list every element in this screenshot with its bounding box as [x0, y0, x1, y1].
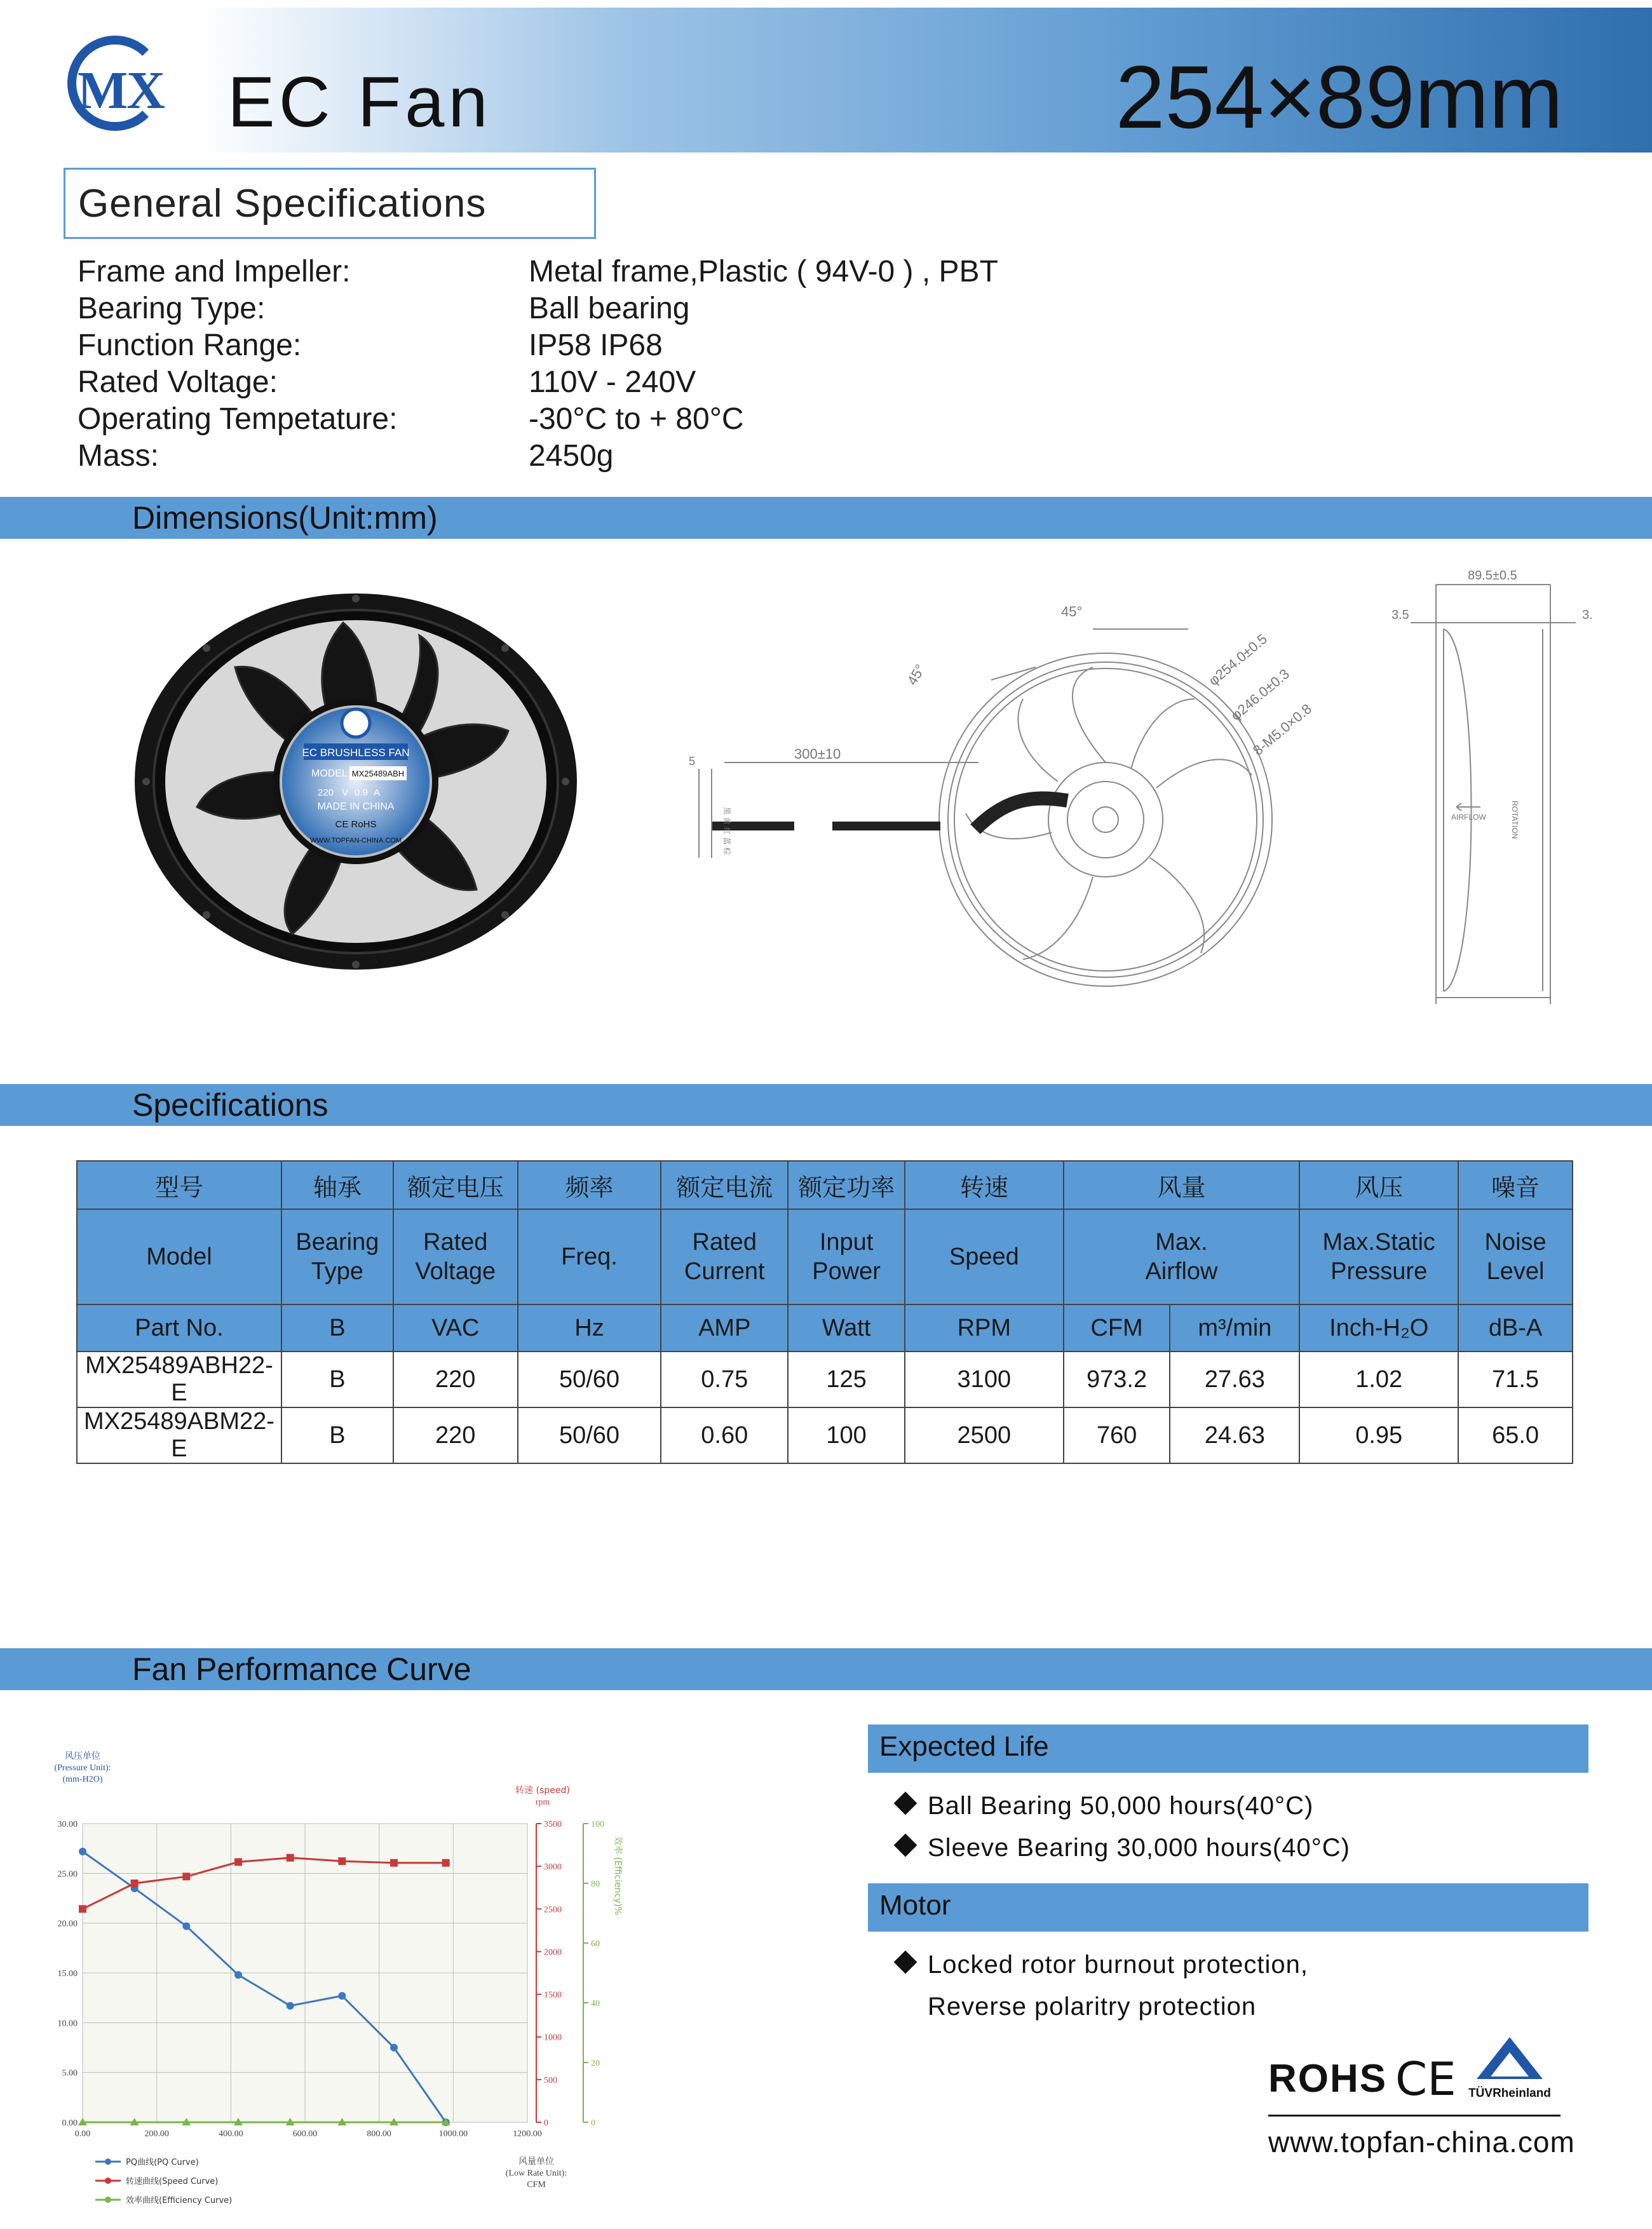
- product-title: EC Fan: [227, 62, 492, 142]
- diamond-bullet-icon: [894, 1951, 917, 1974]
- dimensions-bar: [0, 497, 1652, 539]
- front-view-drawing: [686, 591, 1315, 998]
- col-zh: 额定电压: [393, 1161, 518, 1209]
- life-item: Ball Bearing 50,000 hours(40°C): [897, 1792, 1313, 1820]
- unit-cell: Part No.: [77, 1304, 281, 1352]
- speed-tick-label: 3000: [544, 1862, 562, 1873]
- data-point: [234, 1858, 242, 1866]
- dim-35a: 3.5: [1391, 608, 1409, 622]
- left-axis-title-zh: 风压单位: [65, 1751, 100, 1761]
- website-link[interactable]: www.topfan-china.com: [1268, 2125, 1575, 2158]
- y-tick-label: 0.00: [62, 2118, 78, 2128]
- cell: 125: [788, 1352, 905, 1407]
- performance-title: Fan Performance Curve: [132, 1651, 471, 1687]
- col-zh: 额定功率: [788, 1161, 905, 1209]
- spec-label: Frame and Impeller:: [78, 255, 351, 288]
- unit-cell: CFM: [1064, 1304, 1170, 1352]
- table-row: [77, 1407, 1573, 1463]
- cell: 24.63: [1170, 1407, 1299, 1463]
- data-point: [338, 1857, 346, 1865]
- footer-divider: [1268, 2115, 1561, 2117]
- rohs-mark: ROHS: [1268, 2057, 1388, 2101]
- general-spec-title: General Specifications: [78, 182, 487, 226]
- data-point: [182, 1922, 190, 1930]
- left-axis-title-en: (Pressure Unit):: [54, 1763, 111, 1773]
- col-en: Input Power: [788, 1209, 905, 1304]
- y-tick-label: 5.00: [62, 2068, 78, 2078]
- col-en: Freq.: [518, 1209, 661, 1304]
- unit-cell: B: [281, 1304, 393, 1352]
- dim-dia246: φ246.0±0.3: [1228, 665, 1292, 724]
- rotation-label: ROTATION: [1510, 801, 1519, 839]
- efficiency-tick-label: 100: [591, 1820, 604, 1829]
- y-tick-label: 10.00: [57, 2019, 78, 2029]
- spec-row: [78, 291, 1094, 328]
- spec-label: Operating Tempetature:: [78, 402, 398, 436]
- x-tick-label: 0.00: [74, 2129, 91, 2139]
- spec-label: Rated Voltage:: [78, 365, 278, 399]
- x-axis-unit: CFM: [527, 2180, 546, 2190]
- legend-label: PQ曲线(PQ Curve): [126, 2158, 199, 2167]
- x-tick-label: 200.00: [144, 2129, 169, 2139]
- performance-chart: [44, 1741, 680, 2211]
- spec-row: [78, 365, 1094, 402]
- col-en: Max. Airflow: [1064, 1209, 1300, 1304]
- dimensions-title: Dimensions(Unit:mm): [132, 500, 438, 536]
- x-tick-label: 800.00: [367, 2129, 391, 2139]
- spec-value: -30°C to + 80°C: [529, 402, 744, 436]
- unit-cell: AMP: [661, 1304, 788, 1352]
- spec-row: [78, 254, 1094, 291]
- label-volt: 220: [318, 787, 334, 798]
- data-point: [79, 1905, 86, 1913]
- label-amp: 0.9: [355, 787, 368, 798]
- label-v: V: [342, 787, 349, 798]
- speed-tick-label: 2000: [544, 1948, 562, 1958]
- speed-tick-label: 3500: [544, 1820, 562, 1829]
- speed-tick-label: 1500: [544, 1990, 562, 2000]
- cell: 220: [393, 1352, 518, 1407]
- fan-photo: [133, 591, 578, 972]
- ce-mark: CE: [1395, 2052, 1456, 2106]
- specifications-title: Specifications: [132, 1087, 328, 1123]
- unit-cell: Watt: [788, 1304, 905, 1352]
- cell: 100: [788, 1407, 905, 1463]
- data-point: [287, 2002, 294, 2010]
- efficiency-tick-label: 0: [591, 2118, 595, 2128]
- unit-cell: Inch-H₂O: [1299, 1304, 1458, 1352]
- label-certs: CE RoHS: [335, 819, 377, 830]
- expected-life-title: Expected Life: [879, 1731, 1049, 1762]
- col-en: Noise Level: [1458, 1209, 1573, 1304]
- diamond-bullet-icon: [894, 1792, 917, 1815]
- dim-depth: 89.5±0.5: [1468, 569, 1517, 583]
- motor-title: Motor: [879, 1890, 951, 1921]
- chart-grid: [83, 1824, 588, 2122]
- tuv-text: TÜVRheinland: [1468, 2087, 1551, 2100]
- legend-label: 效率曲线(Efficiency Curve): [126, 2196, 233, 2205]
- certifications: [1268, 2033, 1573, 2106]
- data-point: [442, 1859, 450, 1867]
- spec-label: Mass:: [78, 439, 159, 473]
- table-row: [77, 1352, 1573, 1407]
- x-axis-title-zh: 风量单位: [518, 2157, 554, 2167]
- header-row-zh: [77, 1161, 1573, 1209]
- header-row-en: [77, 1209, 1573, 1304]
- motor-item-continuation: Reverse polaritry protection: [928, 1993, 1257, 2021]
- airflow-arrow-icon: [1456, 803, 1480, 811]
- specifications-bar: [0, 1084, 1652, 1126]
- spec-value: Metal frame,Plastic ( 94V-0 ) , PBT: [529, 255, 998, 288]
- data-point: [287, 1854, 294, 1862]
- speed-axis-unit: rpm: [535, 1798, 550, 1807]
- cell: 1.02: [1299, 1352, 1458, 1407]
- airflow-label: AIRFLOW: [1451, 813, 1486, 822]
- speed-tick-label: 1000: [544, 2033, 562, 2043]
- dim-5: 5: [689, 755, 696, 768]
- x-tick-label: 1200.00: [513, 2129, 542, 2139]
- data-point: [338, 1992, 346, 2000]
- efficiency-tick-label: 60: [591, 1939, 600, 1949]
- data-point: [390, 2044, 398, 2052]
- col-en: Model: [77, 1209, 281, 1304]
- diamond-bullet-icon: [894, 1834, 917, 1857]
- dim-cable: 300±10: [794, 746, 841, 762]
- cell: 973.2: [1064, 1352, 1170, 1407]
- data-point: [390, 1859, 398, 1867]
- dim-dia254: φ254.0±0.5: [1205, 630, 1270, 689]
- side-view-drawing: [1385, 559, 1601, 1017]
- cell: 0.95: [1299, 1407, 1458, 1463]
- x-tick-label: 600.00: [292, 2129, 318, 2139]
- col-zh: 额定电流: [661, 1161, 788, 1209]
- speed-axis-title: 转速 (speed): [515, 1785, 570, 1796]
- cell: 65.0: [1458, 1407, 1573, 1463]
- spec-row: [78, 438, 1094, 475]
- col-zh: 风压: [1299, 1161, 1458, 1209]
- units-row: [77, 1304, 1573, 1352]
- label-a: A: [374, 787, 381, 798]
- data-point: [131, 1880, 139, 1887]
- mx-logo: [61, 36, 188, 131]
- cell: 0.75: [661, 1352, 788, 1407]
- legend-label: 转速曲线(Speed Curve): [126, 2177, 219, 2186]
- spec-value: 110V - 240V: [529, 365, 696, 399]
- legend-marker: [105, 2158, 111, 2165]
- performance-bar: [0, 1648, 1652, 1690]
- col-zh: 转速: [905, 1161, 1064, 1209]
- cell: B: [281, 1407, 393, 1463]
- unit-cell: m³/min: [1170, 1304, 1299, 1352]
- legend-marker: [105, 2197, 111, 2203]
- dim-45a: 45°: [1061, 604, 1083, 620]
- data-point: [182, 1873, 190, 1880]
- efficiency-axis-title: 效率 (Efficiency)%: [613, 1836, 623, 1916]
- product-size: 254×89mm: [1115, 47, 1563, 147]
- cell: 50/60: [518, 1352, 661, 1407]
- cell: 71.5: [1458, 1352, 1573, 1407]
- label-model-key: MODEL: [311, 768, 348, 779]
- col-zh: 型号: [77, 1161, 281, 1209]
- cell: 3100: [905, 1352, 1064, 1407]
- dim-holes: 8-M5.0×0.8: [1250, 700, 1315, 759]
- general-spec-heading-box: [64, 168, 596, 239]
- y-tick-label: 25.00: [57, 1869, 78, 1880]
- unit-cell: VAC: [393, 1304, 518, 1352]
- unit-cell: Hz: [518, 1304, 661, 1352]
- spec-value: Ball bearing: [529, 292, 690, 325]
- cell: 760: [1064, 1407, 1170, 1463]
- label-badge: EC BRUSHLESS FAN: [302, 747, 410, 759]
- dim-45b: 45°: [904, 661, 928, 688]
- col-zh: 频率: [518, 1161, 661, 1209]
- label-made: MADE IN CHINA: [317, 801, 395, 812]
- expected-life-bar: [868, 1724, 1588, 1773]
- motor-item: Locked rotor burnout protection,: [897, 1951, 1308, 1979]
- data-point: [234, 1971, 242, 1979]
- speed-tick-label: 500: [544, 2075, 557, 2085]
- unit-cell: dB-A: [1458, 1304, 1573, 1352]
- label-url: WWW.TOPFAN-CHINA.COM: [309, 837, 402, 844]
- spec-row: [78, 328, 1094, 365]
- cell: 27.63: [1170, 1352, 1299, 1407]
- unit-cell: RPM: [905, 1304, 1064, 1352]
- life-item: Sleeve Bearing 30,000 hours(40°C): [897, 1834, 1350, 1862]
- speed-tick-label: 2500: [544, 1905, 562, 1915]
- col-en: Rated Current: [661, 1209, 788, 1304]
- legend-marker: [105, 2178, 111, 2184]
- col-zh: 轴承: [281, 1161, 393, 1209]
- spec-label: Bearing Type:: [78, 292, 266, 325]
- dim-35b: 3.: [1582, 608, 1593, 622]
- cell: 0.60: [661, 1407, 788, 1463]
- data-point: [79, 1848, 86, 1855]
- y-tick-label: 15.00: [57, 1969, 78, 1979]
- tuv-logo: [1459, 2033, 1561, 2103]
- spec-row: [78, 402, 1094, 438]
- x-tick-label: 1000.00: [438, 2129, 468, 2139]
- y-tick-label: 30.00: [57, 1820, 78, 1829]
- cell: 2500: [905, 1407, 1064, 1463]
- col-zh: 噪音: [1458, 1161, 1573, 1209]
- cell: 220: [393, 1407, 518, 1463]
- speed-tick-label: 0: [544, 2118, 548, 2128]
- specifications-table: [76, 1160, 1573, 1464]
- spec-value: 2450g: [529, 439, 614, 473]
- col-en: Bearing Type: [281, 1209, 393, 1304]
- spec-label: Function Range:: [78, 329, 302, 362]
- cell: MX25489ABM22-E: [77, 1407, 281, 1463]
- y-tick-label: 20.00: [57, 1919, 78, 1929]
- spec-value: IP58 IP68: [529, 329, 663, 362]
- cell: B: [281, 1352, 393, 1407]
- left-axis-unit: (mm-H2O): [62, 1775, 103, 1784]
- wire-labels: 黑 黄 红 蓝 棕: [722, 807, 731, 855]
- efficiency-tick-label: 20: [591, 2059, 600, 2068]
- cell: 50/60: [518, 1407, 661, 1463]
- header-banner: [0, 8, 1652, 152]
- efficiency-tick-label: 40: [591, 1999, 600, 2009]
- col-en: Max.Static Pressure: [1299, 1209, 1458, 1304]
- motor-bar: [868, 1883, 1588, 1932]
- x-axis-title-en: (Low Rate Unit):: [505, 2169, 567, 2178]
- col-en: Speed: [905, 1209, 1064, 1304]
- col-en: Rated Voltage: [393, 1209, 518, 1304]
- logo-text: MX: [78, 61, 164, 120]
- efficiency-tick-label: 80: [591, 1880, 600, 1889]
- label-model: MX25489ABH: [351, 769, 405, 778]
- col-zh: 风量: [1064, 1161, 1300, 1209]
- x-tick-label: 400.00: [219, 2129, 243, 2139]
- cell: MX25489ABH22-E: [77, 1352, 281, 1407]
